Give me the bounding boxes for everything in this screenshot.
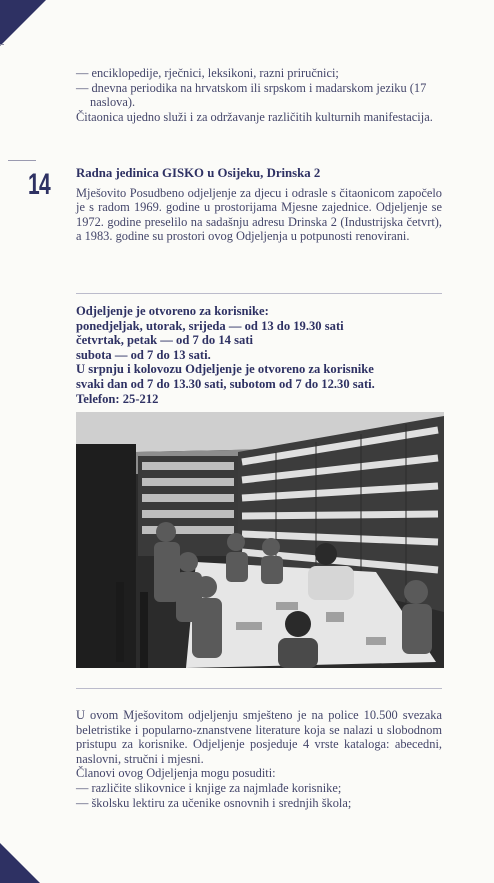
bottom-paragraph-1: U ovom Mješovitom odjeljenju smješteno je na police 10.500 svezaka beletristike i popularno-znanstvene literature koja se nalazi u slobodnom pristupu za korisnike. Odjeljenje posjeduje 4 vrste kataloga: abecedni, naslovni, stručni i mjesni. [76, 708, 442, 766]
bottom-list-item-2: — školsku lektiru za učenike osnovnih i srednjih škola; [76, 795, 352, 810]
hours-line-3: četvrtak, petak — od 7 do 14 sati [76, 333, 254, 348]
section-block [76, 166, 442, 244]
page-number: 14 [28, 168, 50, 201]
divider-top [76, 293, 442, 294]
intro-list-item-1: — enciklopedije, rječnici, leksikoni, razni priručnici; [76, 66, 339, 80]
bottom-list-item-1: — različite slikovnice i knjige za najmlađe korisnike; [76, 780, 342, 795]
hours-line-1: Odjeljenje je otvoreno za korisnike: [76, 304, 269, 318]
hours-line-7: Telefon: 25-212 [76, 391, 159, 406]
section-paragraph: Mješovito Posudbeno odjeljenje za djecu i odrasle s čitaonicom započelo je s radom 1969. godine u prostorijama Mjesne zajednice. Odjeljenje se 1972. godine preselilo na sadašnju adresu Drinska 2 (Industrijska četvrt), a 1983. godine su prostori ovog Odjeljenja u potpunosti renovirani. [76, 185, 442, 244]
page-number-rule [8, 160, 36, 161]
hours-line-5: U srpnju i kolovozu Odjeljenje je otvoreno za korisnike [76, 362, 374, 377]
divider-bottom [76, 688, 442, 689]
section-heading: Radna jedinica GISKO u Osijeku, Drinska 2 [76, 166, 321, 180]
opening-hours [76, 304, 446, 406]
hours-line-4: subota — od 7 do 13 sati. [76, 347, 211, 362]
hours-line-6: svaki dan od 7 do 13.30 sati, subotom od 7 do 12.30 sati. [76, 376, 375, 391]
corner-decoration-top [0, 0, 46, 46]
margin-tick [0, 44, 4, 45]
intro-block [76, 66, 442, 124]
corner-decoration-bottom [0, 843, 40, 883]
library-photo [76, 412, 444, 668]
hours-line-2: ponedjeljak, utorak, srijeda — od 13 do 19.30 sati [76, 318, 344, 333]
intro-list-item-2: — dnevna periodika na hrvatskom ili srpskom i madarskom jeziku (17 naslova). [76, 80, 427, 110]
bottom-paragraph-2: Članovi ovog Odjeljenja mogu posuditi: [76, 766, 276, 781]
bottom-block [76, 708, 442, 810]
intro-paragraph: Čitaonica ujedno služi i za održavanje različitih kulturnih manifestacija. [76, 109, 433, 124]
